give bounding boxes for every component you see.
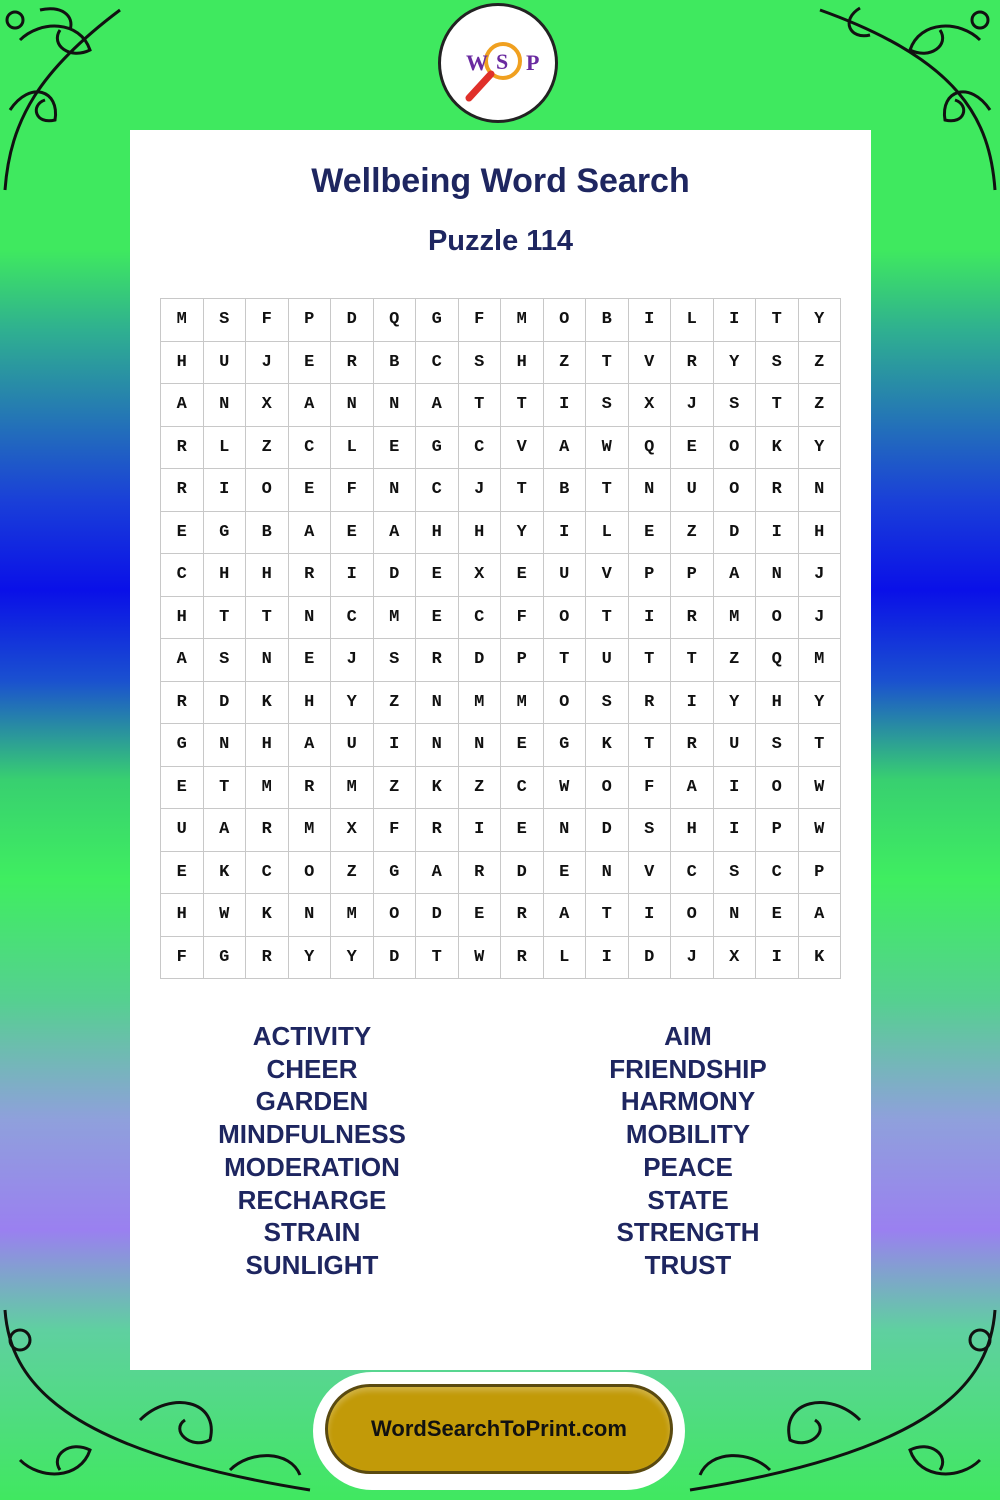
word-list-item: MOBILITY <box>625 1119 751 1150</box>
word-list-item: ACTIVITY <box>252 1021 372 1051</box>
grid-cell[interactable]: H <box>161 894 204 937</box>
grid-cell[interactable]: I <box>331 554 374 597</box>
grid-cell[interactable]: T <box>629 639 672 682</box>
grid-cell[interactable]: I <box>629 299 672 342</box>
grid-cell[interactable]: R <box>756 469 799 512</box>
grid-cell[interactable]: B <box>374 342 417 385</box>
grid-cell[interactable]: R <box>161 682 204 725</box>
grid-cell[interactable]: W <box>459 937 502 980</box>
grid-cell[interactable]: G <box>416 427 459 470</box>
grid-cell[interactable]: T <box>246 597 289 640</box>
grid-cell[interactable]: C <box>246 852 289 895</box>
grid-cell[interactable]: A <box>161 639 204 682</box>
grid-cell[interactable]: O <box>544 597 587 640</box>
grid-cell[interactable]: T <box>416 937 459 980</box>
grid-cell[interactable]: J <box>799 597 842 640</box>
grid-cell[interactable]: C <box>331 597 374 640</box>
grid-cell[interactable]: J <box>459 469 502 512</box>
grid-cell[interactable]: B <box>246 512 289 555</box>
grid-cell[interactable]: E <box>289 342 332 385</box>
grid-cell[interactable]: T <box>501 469 544 512</box>
grid-cell[interactable]: I <box>629 597 672 640</box>
grid-cell[interactable]: G <box>416 299 459 342</box>
grid-cell[interactable]: E <box>501 554 544 597</box>
grid-cell[interactable]: H <box>246 724 289 767</box>
grid-cell[interactable]: A <box>374 512 417 555</box>
grid-cell[interactable]: K <box>756 427 799 470</box>
grid-cell[interactable]: E <box>671 427 714 470</box>
grid-cell[interactable]: N <box>544 809 587 852</box>
grid-cell[interactable]: N <box>714 894 757 937</box>
grid-cell[interactable]: I <box>374 724 417 767</box>
grid-cell[interactable]: G <box>161 724 204 767</box>
grid-cell[interactable]: N <box>629 469 672 512</box>
grid-cell[interactable]: H <box>756 682 799 725</box>
grid-cell[interactable]: Y <box>331 682 374 725</box>
grid-cell[interactable]: R <box>671 597 714 640</box>
grid-cell[interactable]: T <box>586 597 629 640</box>
word-list-item: AIM <box>664 1021 712 1051</box>
grid-cell[interactable]: N <box>331 384 374 427</box>
grid-cell[interactable]: T <box>756 384 799 427</box>
grid-cell[interactable]: M <box>374 597 417 640</box>
grid-cell[interactable]: I <box>459 809 502 852</box>
grid-cell[interactable]: H <box>246 554 289 597</box>
puzzle-sheet <box>130 130 871 1370</box>
grid-cell[interactable]: D <box>459 639 502 682</box>
grid-cell[interactable]: Z <box>671 512 714 555</box>
word-list-item: RECHARGE <box>237 1184 387 1215</box>
grid-cell[interactable]: I <box>714 767 757 810</box>
grid-cell[interactable]: A <box>714 554 757 597</box>
grid-cell[interactable]: G <box>204 937 247 980</box>
grid-cell[interactable]: N <box>289 597 332 640</box>
wsp-logo <box>438 3 558 123</box>
grid-cell[interactable]: R <box>161 427 204 470</box>
grid-cell[interactable]: L <box>331 427 374 470</box>
grid-cell[interactable]: Z <box>246 427 289 470</box>
grid-cell[interactable]: U <box>161 809 204 852</box>
grid-cell[interactable]: A <box>204 809 247 852</box>
grid-cell[interactable]: Z <box>544 342 587 385</box>
grid-cell[interactable]: S <box>756 342 799 385</box>
grid-cell[interactable]: Z <box>331 852 374 895</box>
grid-cell[interactable]: K <box>246 682 289 725</box>
grid-cell[interactable]: Q <box>629 427 672 470</box>
grid-cell[interactable]: S <box>374 639 417 682</box>
grid-cell[interactable]: R <box>161 469 204 512</box>
grid-cell[interactable]: D <box>629 937 672 980</box>
grid-cell[interactable]: N <box>204 384 247 427</box>
grid-cell[interactable]: B <box>544 469 587 512</box>
word-list-item: STRENGTH <box>616 1217 760 1248</box>
grid-cell[interactable]: U <box>671 469 714 512</box>
grid-cell[interactable]: Y <box>501 512 544 555</box>
grid-cell[interactable]: N <box>586 852 629 895</box>
grid-cell[interactable]: X <box>714 937 757 980</box>
grid-cell[interactable]: R <box>459 852 502 895</box>
grid-cell[interactable]: N <box>416 682 459 725</box>
grid-cell[interactable]: F <box>374 809 417 852</box>
grid-cell[interactable]: T <box>459 384 502 427</box>
grid-cell[interactable]: H <box>501 342 544 385</box>
grid-cell[interactable]: N <box>374 469 417 512</box>
grid-cell[interactable]: E <box>416 554 459 597</box>
grid-cell[interactable]: C <box>501 767 544 810</box>
grid-cell[interactable]: F <box>246 299 289 342</box>
grid-cell[interactable]: N <box>416 724 459 767</box>
grid-cell[interactable]: Z <box>799 384 842 427</box>
grid-cell[interactable]: E <box>756 894 799 937</box>
grid-cell[interactable]: O <box>586 767 629 810</box>
logo-letter-s: S <box>496 49 509 74</box>
word-list-item: FRIENDSHIP <box>609 1053 767 1084</box>
grid-cell[interactable]: A <box>544 427 587 470</box>
grid-cell[interactable]: M <box>714 597 757 640</box>
grid-cell[interactable]: R <box>289 554 332 597</box>
grid-cell[interactable]: H <box>289 682 332 725</box>
grid-cell[interactable]: T <box>586 469 629 512</box>
grid-cell[interactable]: K <box>246 894 289 937</box>
grid-cell[interactable]: S <box>714 852 757 895</box>
grid-cell[interactable]: X <box>331 809 374 852</box>
grid-cell[interactable]: V <box>629 342 672 385</box>
grid-cell[interactable]: E <box>459 894 502 937</box>
grid-cell[interactable]: K <box>799 937 842 980</box>
grid-cell[interactable]: I <box>586 937 629 980</box>
grid-cell[interactable]: X <box>629 384 672 427</box>
grid-cell[interactable]: A <box>289 512 332 555</box>
grid-cell[interactable]: Y <box>289 937 332 980</box>
grid-cell[interactable]: O <box>246 469 289 512</box>
grid-cell[interactable]: U <box>714 724 757 767</box>
grid-cell[interactable]: R <box>671 724 714 767</box>
grid-cell[interactable]: V <box>501 427 544 470</box>
grid-cell[interactable]: M <box>289 809 332 852</box>
grid-cell[interactable]: H <box>161 342 204 385</box>
magnifier-icon <box>441 6 555 120</box>
grid-cell[interactable]: M <box>501 682 544 725</box>
grid-cell[interactable]: S <box>459 342 502 385</box>
grid-cell[interactable]: F <box>459 299 502 342</box>
word-list-item: MODERATION <box>224 1151 400 1182</box>
grid-cell[interactable]: D <box>374 937 417 980</box>
grid-cell[interactable]: P <box>629 554 672 597</box>
grid-cell[interactable]: O <box>671 894 714 937</box>
word-list-item: TRUST <box>644 1249 732 1280</box>
grid-cell[interactable]: Z <box>799 342 842 385</box>
grid-cell[interactable]: R <box>501 937 544 980</box>
grid-cell[interactable]: F <box>501 597 544 640</box>
word-list-item: GARDEN <box>255 1086 369 1117</box>
grid-cell[interactable]: T <box>756 299 799 342</box>
grid-cell[interactable]: S <box>629 809 672 852</box>
grid-cell[interactable]: U <box>586 639 629 682</box>
grid-cell[interactable]: Y <box>714 342 757 385</box>
grid-cell[interactable]: I <box>544 384 587 427</box>
grid-cell[interactable]: A <box>544 894 587 937</box>
grid-cell[interactable]: K <box>204 852 247 895</box>
grid-cell[interactable]: I <box>714 809 757 852</box>
grid-cell[interactable]: E <box>289 469 332 512</box>
grid-cell[interactable]: O <box>544 682 587 725</box>
grid-cell[interactable]: G <box>374 852 417 895</box>
grid-cell[interactable]: V <box>629 852 672 895</box>
grid-cell[interactable]: B <box>586 299 629 342</box>
grid-cell[interactable]: M <box>331 767 374 810</box>
grid-cell[interactable]: E <box>161 512 204 555</box>
grid-cell[interactable]: U <box>204 342 247 385</box>
grid-cell[interactable]: T <box>586 342 629 385</box>
grid-cell[interactable]: S <box>714 384 757 427</box>
grid-cell[interactable]: Y <box>799 299 842 342</box>
grid-cell[interactable]: R <box>246 809 289 852</box>
grid-cell[interactable]: N <box>374 384 417 427</box>
grid-cell[interactable]: M <box>501 299 544 342</box>
grid-cell[interactable]: H <box>161 597 204 640</box>
grid-cell[interactable]: I <box>544 512 587 555</box>
grid-cell[interactable]: P <box>671 554 714 597</box>
grid-cell[interactable]: R <box>416 809 459 852</box>
grid-cell[interactable]: P <box>501 639 544 682</box>
grid-cell[interactable]: F <box>161 937 204 980</box>
word-list-left <box>152 1020 472 1282</box>
grid-cell[interactable]: O <box>756 597 799 640</box>
grid-cell[interactable]: S <box>756 724 799 767</box>
grid-cell[interactable]: I <box>714 299 757 342</box>
ornament-top-left-icon <box>0 0 130 200</box>
grid-cell[interactable]: P <box>289 299 332 342</box>
grid-cell[interactable]: S <box>586 682 629 725</box>
grid-cell[interactable]: S <box>204 639 247 682</box>
grid-cell[interactable]: H <box>671 809 714 852</box>
grid-cell[interactable]: E <box>501 724 544 767</box>
grid-cell[interactable]: W <box>799 767 842 810</box>
grid-cell[interactable]: V <box>586 554 629 597</box>
grid-cell[interactable]: T <box>629 724 672 767</box>
grid-cell[interactable]: W <box>586 427 629 470</box>
grid-cell[interactable]: C <box>459 427 502 470</box>
grid-cell[interactable]: J <box>799 554 842 597</box>
grid-cell[interactable]: P <box>756 809 799 852</box>
grid-cell[interactable]: O <box>544 299 587 342</box>
grid-cell[interactable]: I <box>756 937 799 980</box>
grid-cell[interactable]: Q <box>374 299 417 342</box>
grid-cell[interactable]: A <box>799 894 842 937</box>
grid-cell[interactable]: T <box>204 767 247 810</box>
letter-grid <box>160 298 841 979</box>
grid-cell[interactable]: U <box>544 554 587 597</box>
grid-cell[interactable]: E <box>161 852 204 895</box>
footer-badge <box>313 1372 685 1490</box>
grid-cell[interactable]: R <box>289 767 332 810</box>
word-list-item: HARMONY <box>620 1086 756 1117</box>
grid-cell[interactable]: T <box>671 639 714 682</box>
grid-cell[interactable]: A <box>671 767 714 810</box>
grid-cell[interactable]: N <box>289 894 332 937</box>
grid-cell[interactable]: C <box>161 554 204 597</box>
grid-cell[interactable]: I <box>629 894 672 937</box>
website-link-button[interactable]: WordSearchToPrint.com <box>325 1384 673 1474</box>
word-list-item: MINDFULNESS <box>218 1119 406 1150</box>
grid-cell[interactable]: M <box>799 639 842 682</box>
grid-cell[interactable]: D <box>416 894 459 937</box>
grid-cell[interactable]: Q <box>756 639 799 682</box>
grid-cell[interactable]: S <box>586 384 629 427</box>
grid-cell[interactable]: D <box>586 809 629 852</box>
grid-cell[interactable]: T <box>501 384 544 427</box>
grid-cell[interactable]: N <box>756 554 799 597</box>
grid-cell[interactable]: E <box>161 767 204 810</box>
word-list-item: STATE <box>647 1184 729 1215</box>
grid-cell[interactable]: M <box>459 682 502 725</box>
grid-cell[interactable]: Y <box>331 937 374 980</box>
grid-cell[interactable]: L <box>586 512 629 555</box>
grid-cell[interactable]: D <box>501 852 544 895</box>
grid-cell[interactable]: E <box>289 639 332 682</box>
grid-cell[interactable]: N <box>799 469 842 512</box>
puzzle-number: Puzzle 114 <box>427 225 574 257</box>
grid-cell[interactable]: O <box>714 469 757 512</box>
grid-cell[interactable]: O <box>289 852 332 895</box>
word-list-item: PEACE <box>643 1151 733 1182</box>
word-list-right <box>528 1020 848 1282</box>
grid-cell[interactable]: C <box>289 427 332 470</box>
grid-cell[interactable]: Y <box>799 427 842 470</box>
grid-cell[interactable]: Z <box>714 639 757 682</box>
grid-cell[interactable]: L <box>204 427 247 470</box>
grid-cell[interactable]: T <box>204 597 247 640</box>
grid-cell[interactable]: K <box>416 767 459 810</box>
grid-cell[interactable]: I <box>756 512 799 555</box>
grid-cell[interactable]: E <box>331 512 374 555</box>
grid-cell[interactable]: J <box>331 639 374 682</box>
grid-cell[interactable]: D <box>204 682 247 725</box>
grid-cell[interactable]: E <box>374 427 417 470</box>
grid-cell[interactable]: R <box>331 342 374 385</box>
grid-cell[interactable]: S <box>204 299 247 342</box>
grid-cell[interactable]: Z <box>374 682 417 725</box>
grid-cell[interactable]: N <box>204 724 247 767</box>
grid-cell[interactable]: N <box>246 639 289 682</box>
grid-cell[interactable]: Z <box>459 767 502 810</box>
grid-cell[interactable]: A <box>416 852 459 895</box>
grid-cell[interactable]: T <box>586 894 629 937</box>
grid-cell[interactable]: C <box>416 342 459 385</box>
grid-cell[interactable]: W <box>544 767 587 810</box>
grid-cell[interactable]: E <box>501 809 544 852</box>
grid-cell[interactable]: A <box>289 384 332 427</box>
grid-cell[interactable]: R <box>246 937 289 980</box>
grid-cell[interactable]: I <box>671 682 714 725</box>
grid-cell[interactable]: M <box>331 894 374 937</box>
grid-cell[interactable]: H <box>459 512 502 555</box>
word-list-item: SUNLIGHT <box>245 1249 379 1280</box>
grid-cell[interactable]: M <box>161 299 204 342</box>
grid-cell[interactable]: Z <box>374 767 417 810</box>
grid-cell[interactable]: L <box>544 937 587 980</box>
grid-cell[interactable]: C <box>416 469 459 512</box>
grid-cell[interactable]: X <box>246 384 289 427</box>
grid-cell[interactable]: A <box>416 384 459 427</box>
grid-cell[interactable]: K <box>586 724 629 767</box>
grid-cell[interactable]: J <box>246 342 289 385</box>
grid-cell[interactable]: T <box>799 724 842 767</box>
grid-cell[interactable]: T <box>544 639 587 682</box>
grid-cell[interactable]: O <box>714 427 757 470</box>
grid-cell[interactable]: G <box>544 724 587 767</box>
grid-cell[interactable]: N <box>459 724 502 767</box>
grid-cell[interactable]: Y <box>714 682 757 725</box>
grid-cell[interactable]: A <box>161 384 204 427</box>
grid-cell[interactable]: D <box>374 554 417 597</box>
grid-cell[interactable]: E <box>416 597 459 640</box>
logo-letter-p: P <box>526 50 540 75</box>
grid-cell[interactable]: H <box>204 554 247 597</box>
grid-cell[interactable]: G <box>204 512 247 555</box>
grid-cell[interactable]: O <box>374 894 417 937</box>
grid-cell[interactable]: H <box>416 512 459 555</box>
grid-cell[interactable]: D <box>714 512 757 555</box>
grid-cell[interactable]: X <box>459 554 502 597</box>
page-title: Wellbeing Word Search <box>311 162 690 200</box>
grid-cell[interactable]: J <box>671 937 714 980</box>
grid-cell[interactable]: C <box>671 852 714 895</box>
grid-cell[interactable]: L <box>671 299 714 342</box>
grid-cell[interactable]: R <box>671 342 714 385</box>
word-list-item: STRAIN <box>263 1217 361 1248</box>
grid-cell[interactable]: M <box>246 767 289 810</box>
grid-cell[interactable]: O <box>756 767 799 810</box>
logo-letter-w: W <box>466 50 488 75</box>
word-list-item: CHEER <box>266 1053 358 1084</box>
grid-cell[interactable]: D <box>331 299 374 342</box>
grid-cell[interactable]: W <box>799 809 842 852</box>
grid-cell[interactable]: R <box>501 894 544 937</box>
grid-cell[interactable]: J <box>671 384 714 427</box>
grid-cell[interactable]: P <box>799 852 842 895</box>
grid-cell[interactable]: R <box>416 639 459 682</box>
grid-cell[interactable]: Y <box>799 682 842 725</box>
grid-cell[interactable]: F <box>629 767 672 810</box>
grid-cell[interactable]: F <box>331 469 374 512</box>
grid-cell[interactable]: U <box>331 724 374 767</box>
grid-cell[interactable]: A <box>289 724 332 767</box>
grid-cell[interactable]: H <box>799 512 842 555</box>
grid-cell[interactable]: C <box>756 852 799 895</box>
grid-cell[interactable]: E <box>629 512 672 555</box>
grid-cell[interactable]: E <box>544 852 587 895</box>
grid-cell[interactable]: C <box>459 597 502 640</box>
grid-cell[interactable]: W <box>204 894 247 937</box>
grid-cell[interactable]: R <box>629 682 672 725</box>
grid-cell[interactable]: I <box>204 469 247 512</box>
